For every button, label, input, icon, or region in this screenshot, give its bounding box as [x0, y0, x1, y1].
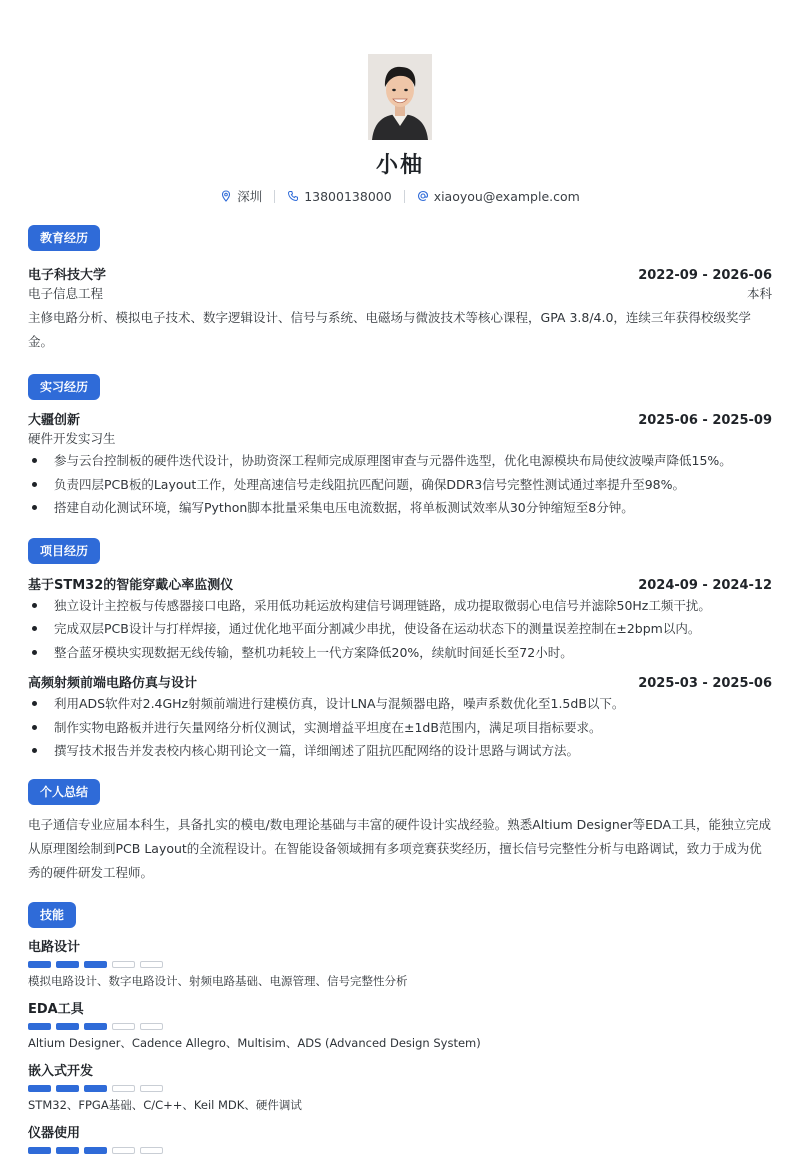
- project-date: 2024-09 - 2024-12: [638, 577, 772, 593]
- project-header-row: [28, 672, 772, 691]
- skills-section: [28, 902, 772, 1154]
- at-sign-icon: [417, 190, 429, 202]
- divider: [274, 190, 275, 203]
- skill-level-pip-empty: [140, 1023, 163, 1030]
- skill-level-pip-filled: [84, 1085, 107, 1092]
- list-item: 撰写技术报告并发表校内核心期刊论文一篇，详细阐述了阻抗匹配网络的设计思路与调试方法。: [28, 739, 772, 763]
- skill-level-pip-filled: [28, 1085, 51, 1092]
- skill-name: 仪器使用: [28, 1125, 81, 1141]
- email-text[interactable]: xiaoyou@example.com: [433, 188, 580, 204]
- skill-level-pip-filled: [28, 1147, 51, 1154]
- candidate-name: 小柚: [375, 153, 424, 178]
- skill-level-pip-filled: [56, 1147, 79, 1154]
- skill-level-meter: [28, 1085, 772, 1092]
- skill-name: EDA工具: [28, 1001, 84, 1017]
- education-date: 2022-09 - 2026-06: [638, 268, 772, 283]
- education-description: 主修电路分析、模拟电子技术、数字逻辑设计、信号与系统、电磁场与微波技术等核心课程，GPA 3.8/4.0，连续三年获得校级奖学金。: [28, 310, 751, 349]
- skill-level-meter: [28, 961, 772, 968]
- list-item: 搭建自动化测试环境，编写Python脚本批量采集电压电流数据，将单板测试效率从30分钟缩短至8分钟。: [28, 496, 772, 520]
- skill-level-meter: [28, 1147, 772, 1154]
- project-bullets: [28, 692, 772, 763]
- list-item: 参与云台控制板的硬件迭代设计，协助资深工程师完成原理图审查与元器件选型，优化电源模块布局使纹波噪声降低15%。: [28, 449, 772, 473]
- phone-text[interactable]: 13800138000: [304, 188, 392, 204]
- education-sub-row: [28, 284, 772, 302]
- skill-level-pip-empty: [112, 961, 135, 968]
- skill-level-pip-filled: [84, 1023, 107, 1030]
- skill-name: 电路设计: [28, 939, 81, 955]
- project-item: [28, 672, 772, 763]
- skills-list: [28, 936, 772, 1154]
- summary-section: [28, 779, 772, 885]
- skill-level-pip-empty: [112, 1147, 135, 1154]
- summary-text: 电子通信专业应届本科生，具备扎实的模电/数电理论基础与丰富的硬件设计实战经验。熟悉Altium Designer等EDA工具，能独立完成从原理图绘制到PCB Layout的全流程设计。在智能设备领域拥有多项竞赛获奖经历，擅长信号完整性分析与电路调试，致力于成为优秀的硬件研发工程师。: [28, 816, 772, 880]
- list-item: 独立设计主控板与传感器接口电路，采用低功耗运放构建信号调理链路，成功提取微弱心电信号并滤除50Hz工频干扰。: [28, 594, 772, 618]
- skill-level-pip-filled: [56, 1023, 79, 1030]
- skill-level-pip-filled: [28, 1023, 51, 1030]
- skill-description: 模拟电路设计、数字电路设计、射频电路基础、电源管理、信号完整性分析: [28, 973, 408, 988]
- phone-icon: [287, 190, 299, 202]
- list-item: 负责四层PCB板的Layout工作，处理高速信号走线阻抗匹配问题，确保DDR3信号完整性测试通过率提升至98%。: [28, 473, 772, 497]
- list-item: 利用ADS软件对2.4GHz射频前端进行建模仿真，设计LNA与混频器电路，噪声系数优化至1.5dB以下。: [28, 692, 772, 716]
- section-tag-education: 教育经历: [28, 225, 100, 251]
- skill-level-pip-filled: [84, 961, 107, 968]
- education-section: [28, 225, 772, 354]
- section-tag-summary: 个人总结: [28, 779, 100, 805]
- skill-level-pip-empty: [112, 1023, 135, 1030]
- skill-description: STM32、FPGA基础、C/C++、Keil MDK、硬件调试: [28, 1097, 302, 1112]
- skill-level-pip-empty: [112, 1085, 135, 1092]
- skill-level-meter: [28, 1023, 772, 1030]
- divider: [404, 190, 405, 203]
- skill-level-pip-empty: [140, 961, 163, 968]
- location-text: 深圳: [237, 189, 263, 204]
- project-item: [28, 574, 772, 665]
- projects-section: [28, 538, 772, 763]
- skill-item: [28, 1060, 772, 1113]
- degree: 本科: [746, 286, 772, 301]
- internship-bullets: [28, 449, 772, 520]
- contact-bar: [28, 187, 772, 205]
- resume-header: [28, 0, 772, 205]
- list-item: 制作实物电路板并进行矢量网络分析仪测试，实测增益平坦度在±1dB范围内，满足项目指标要求。: [28, 716, 772, 740]
- internship-date: 2025-06 - 2025-09: [638, 413, 772, 428]
- company-name: 大疆创新: [28, 413, 81, 428]
- skill-level-pip-empty: [140, 1147, 163, 1154]
- education-header-row: [28, 264, 772, 283]
- section-tag-skills: 技能: [28, 902, 76, 928]
- list-item: 整合蓝牙模块实现数据无线传输，整机功耗较上一代方案降低20%，续航时间延长至72小时。: [28, 641, 772, 665]
- project-bullets: [28, 594, 772, 665]
- internship-header-row: [28, 409, 772, 428]
- skill-level-pip-empty: [140, 1085, 163, 1092]
- contact-email: [417, 189, 580, 204]
- contact-location: [220, 187, 262, 205]
- project-title: 基于STM32的智能穿戴心率监测仪: [28, 577, 234, 593]
- section-tag-internship: 实习经历: [28, 374, 100, 400]
- list-item: 完成双层PCB设计与打样焊接，通过优化地平面分割减少串扰，使设备在运动状态下的测量误差控制在±2bpm以内。: [28, 617, 772, 641]
- project-header-row: [28, 574, 772, 593]
- major: 电子信息工程: [28, 286, 104, 301]
- skill-item: [28, 1122, 772, 1154]
- avatar: [368, 54, 432, 140]
- project-date: 2025-03 - 2025-06: [638, 676, 772, 691]
- internship-section: [28, 374, 772, 520]
- school-name: 电子科技大学: [28, 268, 107, 283]
- skill-level-pip-filled: [84, 1147, 107, 1154]
- internship-role: 硬件开发实习生: [28, 431, 116, 446]
- skill-item: [28, 998, 772, 1051]
- skill-level-pip-filled: [56, 1085, 79, 1092]
- skill-description: Altium Designer、Cadence Allegro、Multisim、ADS (Advanced Design System): [28, 1035, 481, 1050]
- contact-phone: [287, 189, 391, 204]
- skill-item: [28, 936, 772, 989]
- skill-level-pip-filled: [56, 961, 79, 968]
- skill-level-pip-filled: [28, 961, 51, 968]
- project-title: 高频射频前端电路仿真与设计: [28, 676, 198, 691]
- skill-name: 嵌入式开发: [28, 1063, 94, 1079]
- section-tag-projects: 项目经历: [28, 538, 100, 564]
- location-pin-icon: [220, 190, 232, 202]
